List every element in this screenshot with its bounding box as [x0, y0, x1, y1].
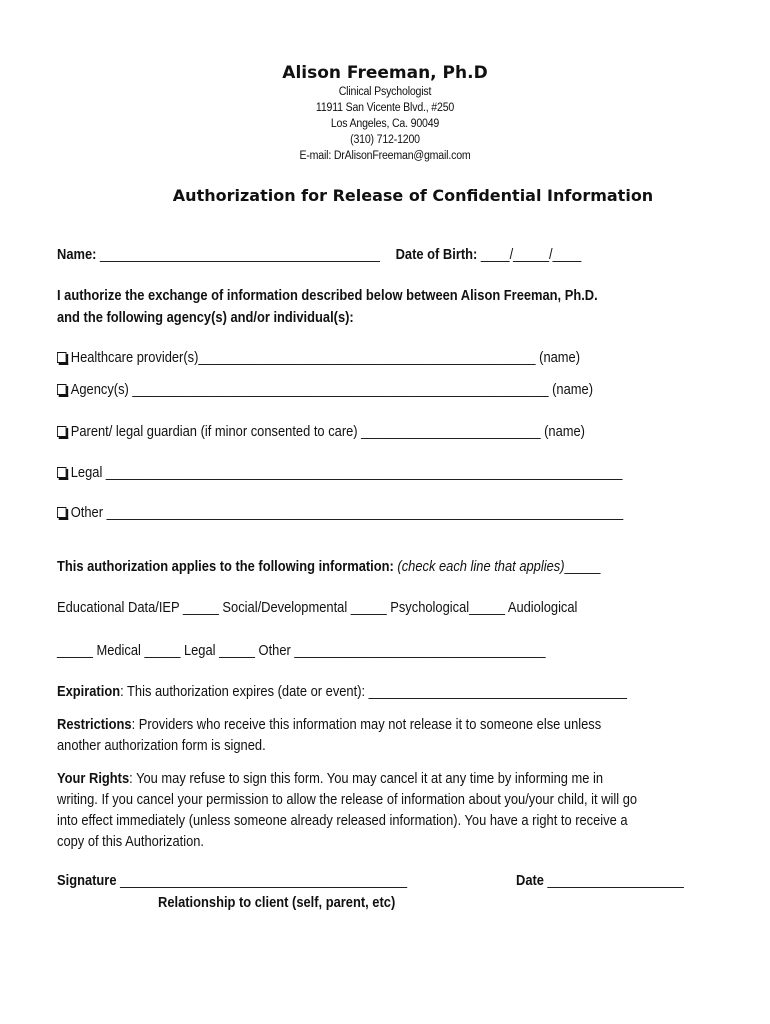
healthcare-checkbox[interactable] [57, 352, 66, 363]
info-types-row-1[interactable]: Educational Data/IEP _____ Social/Developmental _____ Psychological_____ Audiological [57, 599, 578, 616]
dob-label: Date of Birth: [395, 246, 478, 263]
other-checkbox[interactable] [57, 507, 66, 518]
applies-row [57, 558, 600, 575]
authorize-line-1: I authorize the exchange of information described below between Alison Freeman, Ph.D. [57, 287, 598, 304]
rights-line-2: writing. If you cancel your permission to allow the release of information about you/your child, it will go [57, 791, 638, 808]
practitioner-title: Clinical Psychologist [338, 86, 432, 98]
legal-field[interactable]: ________________________________________________________________________ [105, 464, 623, 481]
party-legal-row [57, 464, 622, 481]
guardian-suffix: (name) [540, 423, 585, 440]
applies-label: This authorization applies to the following information: [57, 558, 398, 575]
rights-line-1: : You may refuse to sign this form. You may cancel it at any time by informing me in [129, 770, 604, 787]
agency-suffix: (name) [548, 381, 593, 398]
party-agency-row [57, 381, 593, 398]
restrictions-label: Restrictions [57, 716, 132, 733]
relationship-label: Relationship to client (self, parent, etc) [158, 894, 396, 911]
info-types-row-2[interactable]: _____ Medical _____ Legal _____ Other ___________________________________ [57, 642, 546, 659]
legal-checkbox[interactable] [57, 467, 66, 478]
legal-label: Legal [70, 464, 106, 481]
name-field[interactable]: _______________________________________ [100, 246, 380, 263]
signature-row [57, 872, 407, 889]
restrictions-paragraph [57, 714, 659, 756]
signature-field[interactable]: ________________________________________ [116, 872, 408, 889]
party-other-row [57, 504, 623, 521]
address-line-1: 11911 San Vicente Blvd., #250 [315, 102, 455, 114]
rights-line-3: into effect immediately (unless someone already released information). You have a right to receive a [57, 812, 628, 829]
practitioner-name: Alison Freeman, Ph.D [282, 63, 488, 83]
healthcare-label: Healthcare provider(s) [70, 349, 199, 366]
restrictions-line-2: another authorization form is signed. [57, 737, 266, 754]
healthcare-suffix: (name) [535, 349, 581, 366]
expiration-field[interactable]: : This authorization expires (date or event): ____________________________________ [120, 683, 627, 700]
applies-instruction: (check each line that applies) [397, 558, 565, 575]
agency-label: Agency(s) [70, 381, 133, 398]
letterhead [0, 62, 770, 164]
agency-field[interactable]: __________________________________________________________ [132, 381, 549, 398]
rights-line-4: copy of this Authorization. [57, 833, 205, 850]
party-healthcare-row [57, 349, 580, 366]
dob-field[interactable]: ____/_____/____ [480, 246, 582, 263]
name-dob-row [57, 246, 581, 263]
guardian-checkbox[interactable] [57, 426, 66, 437]
other-field[interactable]: ________________________________________________________________________ [106, 504, 624, 521]
authorize-line-2: and the following agency(s) and/or individual(s): [57, 309, 354, 326]
rights-paragraph [57, 768, 659, 852]
healthcare-field[interactable]: _______________________________________________ [198, 349, 536, 366]
agency-checkbox[interactable] [57, 384, 66, 395]
address-line-2: Los Angeles, Ca. 90049 [330, 118, 440, 130]
guardian-label: Parent/ legal guardian (if minor consented to care) [70, 423, 362, 440]
phone-number: (310) 712-1200 [350, 134, 420, 146]
email-address: E-mail: DrAlisonFreeman@gmail.com [299, 150, 471, 162]
rights-label: Your Rights [57, 770, 130, 787]
other-label: Other [70, 504, 107, 521]
party-guardian-row [57, 423, 585, 440]
date-label: Date [516, 872, 544, 889]
date-row [516, 872, 684, 889]
signature-label: Signature [57, 872, 117, 889]
name-label: Name: [57, 246, 97, 263]
guardian-field[interactable]: _________________________ [361, 423, 541, 440]
expiration-row [57, 683, 627, 700]
expiration-label: Expiration [57, 683, 121, 700]
restrictions-line-1: : Providers who receive this information may not release it to someone else unless [131, 716, 602, 733]
date-field[interactable]: ___________________ [543, 872, 684, 889]
applies-field[interactable]: _____ [564, 558, 601, 575]
form-title: Authorization for Release of Confidential Information [172, 186, 654, 205]
